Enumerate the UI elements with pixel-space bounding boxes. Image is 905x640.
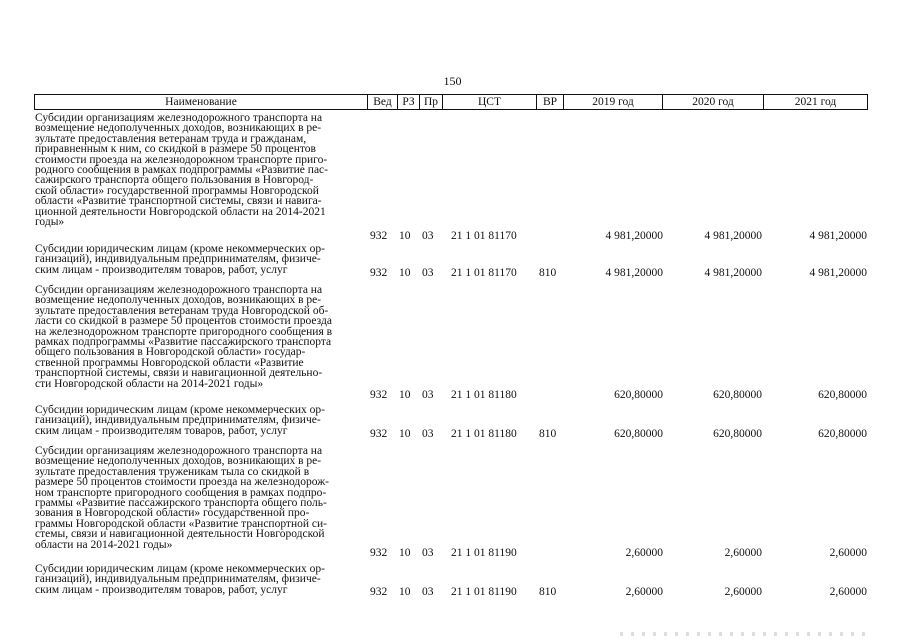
row-2020: 620,80000 — [713, 428, 762, 440]
row-pr: 03 — [422, 547, 434, 559]
row-rz: 10 — [399, 586, 411, 598]
header-rz: РЗ — [398, 95, 420, 109]
table-header — [34, 94, 868, 110]
row-2020: 620,80000 — [713, 389, 762, 401]
row-ved: 932 — [370, 547, 388, 559]
row-2020: 2,60000 — [724, 586, 762, 598]
row-2020: 4 981,20000 — [704, 230, 762, 242]
row-cst: 21 1 01 81190 — [451, 586, 517, 598]
row-2020: 4 981,20000 — [704, 267, 762, 279]
row-pr: 03 — [422, 267, 434, 279]
header-2020: 2020 год — [663, 95, 764, 109]
row-vr: 810 — [539, 267, 557, 279]
scan-artifact — [620, 632, 870, 636]
row-pr: 03 — [422, 428, 434, 440]
row-2021: 2,60000 — [829, 547, 867, 559]
row-pr: 03 — [422, 230, 434, 242]
row-2019: 4 981,20000 — [605, 267, 663, 279]
row-cst: 21 1 01 81180 — [451, 389, 517, 401]
row-pr: 03 — [422, 389, 434, 401]
row-2020: 2,60000 — [724, 547, 762, 559]
row-ved: 932 — [370, 586, 388, 598]
header-2019: 2019 год — [564, 95, 663, 109]
row-2021: 2,60000 — [829, 586, 867, 598]
row-rz: 10 — [399, 547, 411, 559]
row-2019: 620,80000 — [614, 428, 663, 440]
row-rz: 10 — [399, 428, 411, 440]
row-vr: 810 — [539, 428, 557, 440]
row-ved: 932 — [370, 428, 388, 440]
row-cst: 21 1 01 81170 — [451, 267, 517, 279]
row-cst: 21 1 01 81180 — [451, 428, 517, 440]
row-cst: 21 1 01 81190 — [451, 547, 517, 559]
row-rz: 10 — [399, 230, 411, 242]
row-name: Субсидии юридическим лицам (кроме некоммерческих ор- ганизаций), индивидуальным предпринимателям, физиче- ским лицам - производителям товаров, работ, услуг — [35, 243, 325, 276]
row-name: Субсидии организациям железнодорожного транспорта на возмещение недополученных доходов, возникающих в ре- зультате предоставления ветеранам труда и гражданам, приравненным к ним, со скидкой в размере 50 процентов стоимости проезда на железнодорожном транспорте приго- родного сообщения в рамках подпрограммы «Развитие пас- сажирского транспорта общего пользования в Новгород- ской области» государственной программы Новгородской области «Развитие транспортной системы, связи и навига- ционной деятельности Новгородской области на 2014-2021 годы» — [35, 112, 328, 229]
row-name: Субсидии организациям железнодорожного транспорта на возмещение недополученных доходов, возникающих в ре- зультате предоставления ветеранам труда Новгородской об- ласти со скидкой в размере 50 процентов стоимости проезда на железнодорожном транспорте пригородного сообщения в рамках подпрограммы «Развитие пассажирского транспорта общего пользования в Новгородской области» государ- ственной программы Новгородской области «Развитие транспортной системы, связи и навигационной деятельно- сти Новгородской области на 2014-2021 годы» — [35, 284, 333, 390]
header-name: Наименование — [35, 95, 368, 109]
row-ved: 932 — [370, 389, 388, 401]
row-name: Субсидии юридическим лицам (кроме некоммерческих ор- ганизаций), индивидуальным предпринимателям, физиче- ским лицам - производителям товаров, работ, услуг — [35, 563, 325, 596]
header-pr: Пр — [420, 95, 443, 109]
row-2019: 4 981,20000 — [605, 230, 663, 242]
row-2021: 4 981,20000 — [809, 230, 867, 242]
row-ved: 932 — [370, 267, 388, 279]
header-ved: Вед — [368, 95, 398, 109]
header-2021: 2021 год — [794, 96, 837, 108]
row-2019: 2,60000 — [625, 547, 663, 559]
header-vr: ВР — [537, 95, 564, 109]
row-cst: 21 1 01 81170 — [451, 230, 517, 242]
page-number: 150 — [443, 74, 462, 88]
row-name: Субсидии организациям железнодорожного транспорта на возмещение недополученных доходов, возникающих в ре- зультате предоставления труженикам тыла со скидкой в размере 50 процентов стоимости проезда на железнодорож- ном транспорте пригородного сообщения в рамках подпро- граммы «Развитие пассажирского транспорта общего поль- зования в Новгородской области» государственной про- граммы Новгородской области «Развитие транспортной си- стемы, связи и навигационной деятельности Новгородской области на 2014-2021 годы» — [35, 445, 329, 551]
row-name: Субсидии юридическим лицам (кроме некоммерческих ор- ганизаций), индивидуальным предпринимателям, физиче- ским лицам - производителям товаров, работ, услуг — [35, 404, 325, 437]
row-rz: 10 — [399, 267, 411, 279]
row-2021: 620,80000 — [818, 389, 867, 401]
row-2021: 620,80000 — [818, 428, 867, 440]
header-cst: ЦСТ — [443, 95, 537, 109]
row-ved: 932 — [370, 230, 388, 242]
row-2019: 620,80000 — [614, 389, 663, 401]
row-pr: 03 — [422, 586, 434, 598]
row-rz: 10 — [399, 389, 411, 401]
row-vr: 810 — [539, 586, 557, 598]
row-2021: 4 981,20000 — [809, 267, 867, 279]
row-2019: 2,60000 — [625, 586, 663, 598]
